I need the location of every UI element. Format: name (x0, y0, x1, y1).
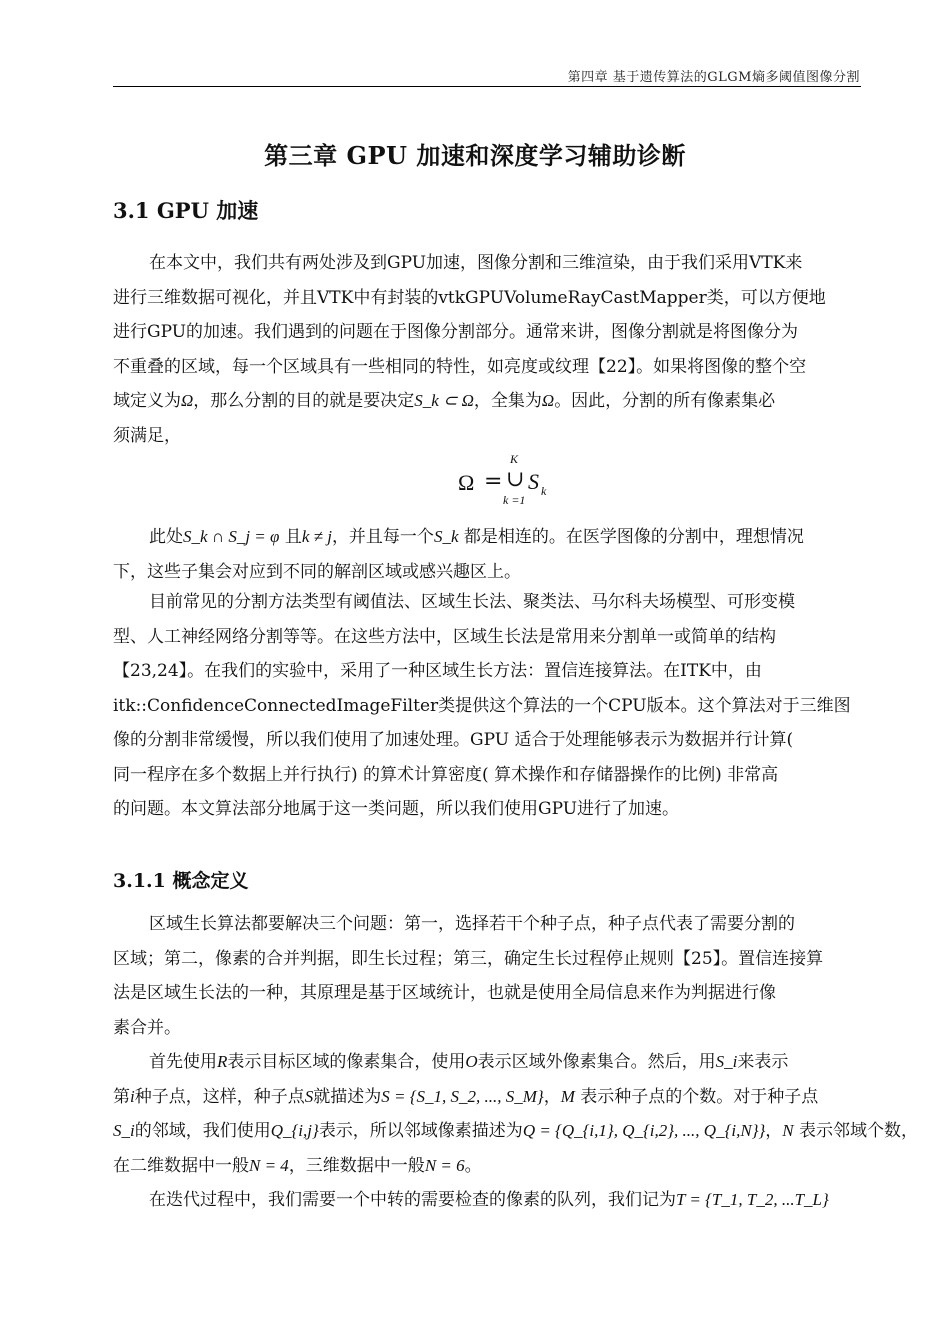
text-line: 区域生长算法都要解决三个问题：第一，选择若干个种子点，种子点代表了需要分割的 (149, 914, 795, 934)
text-line: 在二维数据中一般N = 4，三维数据中一般N = 6。 (113, 1155, 482, 1176)
formula-lhs: Ω (458, 470, 475, 495)
paragraph-3 (113, 585, 861, 827)
paragraph-4 (113, 907, 861, 1045)
inline-math: k ≠ j (301, 527, 332, 546)
paragraph-5 (113, 1045, 919, 1183)
text-line: 此处S_k ∩ S_j = φ 且k ≠ j，并且每一个S_k 都是相连的。在医学图像的分割中，理想情况 (149, 527, 804, 547)
chapter-title: 第三章 GPU 加速和深度学习辅助诊断 (264, 141, 686, 170)
formula-upper-limit: K (510, 452, 519, 466)
text-line: 在本文中，我们共有两处涉及到GPU加速，图像分割和三维渲染，由于我们采用VTK来 (149, 253, 803, 273)
text-line: 域定义为Ω，那么分割的目的就是要决定S_k ⊂ Ω，全集为Ω。因此，分割的所有像素集必 (113, 391, 776, 411)
subsection-heading: 3.1.1 概念定义 (113, 870, 249, 892)
header-rule (113, 86, 861, 87)
inline-math: S_k (433, 527, 459, 546)
paragraph-2 (113, 520, 861, 589)
display-formula (0, 452, 950, 512)
text-line: 下，这些子集会对应到不同的解剖区域或感兴趣区上。 (113, 561, 521, 582)
inline-math: T = {T_1, T_2, ...T_L} (676, 1190, 829, 1209)
inline-math: S_k ⊂ Ω (414, 391, 474, 410)
text-line: itk::ConfidenceConnectedImageFilter类提供这个算法的一个CPU版本。这个算法对于三维图 (113, 695, 851, 716)
text-line: 型、人工神经网络分割等等。在这些方法中，区域生长法是常用来分割单一或简单的结构 (113, 626, 776, 647)
inline-math: S_k ∩ S_j = φ (183, 527, 280, 546)
section-heading: 3.1 GPU 加速 (113, 198, 259, 223)
text-line: 第i种子点，这样，种子点S就描述为S = {S_1, S_2, ..., S_M}，M 表示种子点的个数。对于种子点 (113, 1086, 819, 1107)
text-line: 同一程序在多个数据上并行执行) 的算术计算密度( 算术操作和存储器操作的比例) 非常高 (113, 764, 779, 785)
text-line: 像的分割非常缓慢，所以我们使用了加速处理。GPU 适合于处理能够表示为数据并行计算( (113, 730, 794, 750)
math-omega: Ω (541, 391, 555, 410)
formula-term: S (528, 469, 539, 494)
text-line: 【23,24】。在我们的实验中，采用了一种区域生长方法：置信连接算法。在ITK中，由 (113, 661, 762, 681)
text-line: S_i的邻域，我们使用Q_{i,j}表示，所以邻域像素描述为Q = {Q_{i,1}, Q_{i,2}, ..., Q_{i,N}}，N 表示邻域个数， (113, 1121, 919, 1141)
formula-subscript: k (541, 484, 547, 498)
formula-equals: = (484, 469, 503, 494)
paragraph-6 (113, 1183, 861, 1218)
text-line: 不重叠的区域，每一个区域具有一些相同的特性，如亮度或纹理【22】。如果将图像的整个空 (113, 356, 807, 377)
running-header: 第四章 基于遗传算法的GLGM熵多阈值图像分割 (567, 70, 860, 85)
text-line: 素合并。 (113, 1017, 181, 1038)
formula-union: ∪ (506, 467, 525, 492)
text-line: 进行GPU的加速。我们遇到的问题在于图像分割部分。通常来讲，图像分割就是将图像分为 (113, 322, 799, 342)
text-line: 区域；第二，像素的合并判据，即生长过程；第三，确定生长过程停止规则【25】。置信连接算 (113, 948, 824, 969)
paragraph-1 (113, 246, 861, 453)
inline-math: Q = {Q_{i,1}, Q_{i,2}, ..., Q_{i,N}} (522, 1121, 766, 1140)
text-line: 法是区域生长法的一种，其原理是基于区域统计，也就是使用全局信息来作为判据进行像 (113, 983, 776, 1003)
text-line: 进行三维数据可视化，并且VTK中有封装的vtkGPUVolumeRayCastMapper类，可以方便地 (113, 287, 826, 308)
text-line: 目前常见的分割方法类型有阈值法、区域生长法、聚类法、马尔科夫场模型、可形变模 (149, 592, 795, 612)
math-omega: Ω (181, 391, 194, 410)
text-line: 首先使用R表示目标区域的像素集合，使用O表示区域外像素集合。然后，用S_i来表示 (149, 1052, 789, 1072)
text-line: 在迭代过程中，我们需要一个中转的需要检查的像素的队列，我们记为T = {T_1, T_2, ...T_L} (149, 1190, 829, 1210)
inline-math: S = {S_1, S_2, ..., S_M} (381, 1086, 544, 1106)
text-line: 须满足， (113, 425, 181, 446)
formula-lower-limit: k =1 (503, 493, 526, 507)
text-line: 的问题。本文算法部分地属于这一类问题，所以我们使用GPU进行了加速。 (113, 799, 680, 819)
